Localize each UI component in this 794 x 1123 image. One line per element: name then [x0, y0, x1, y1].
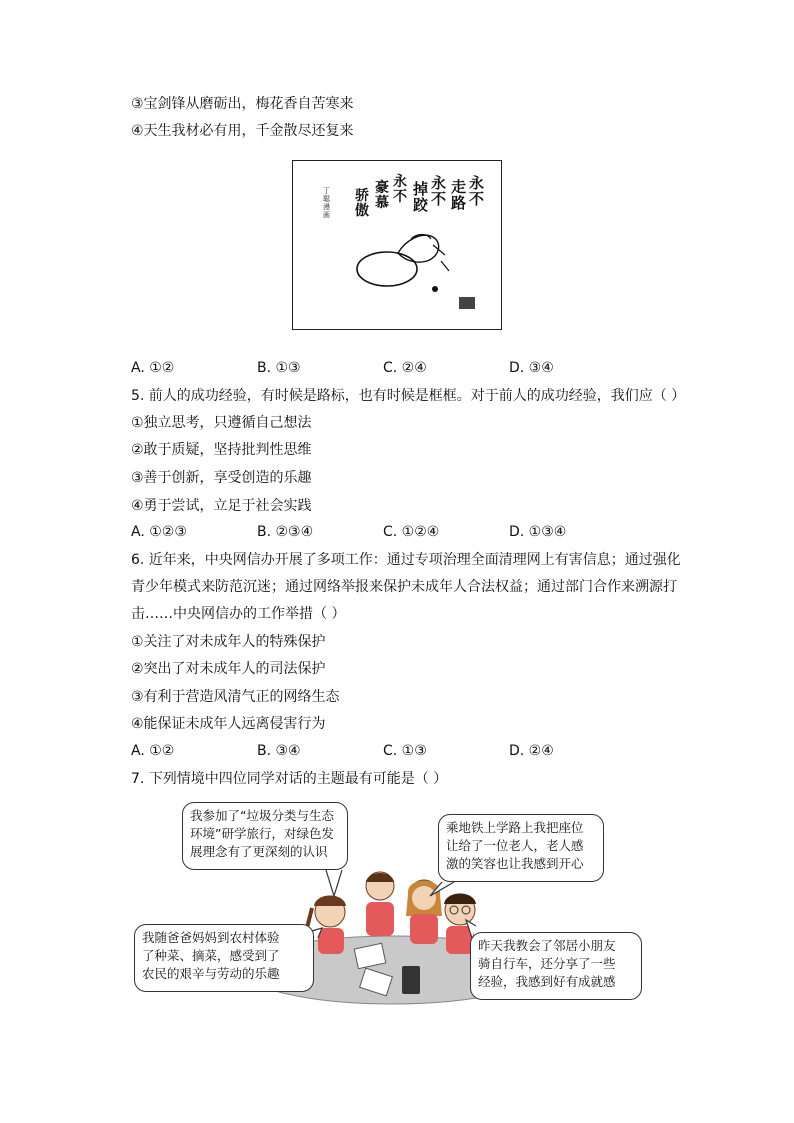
bubble-line: 展理念有了更深刻的认识 [190, 844, 328, 859]
calligraphy-col-7: 骄傲 [355, 188, 369, 219]
q5-option-c[interactable]: C. ①②④ [383, 524, 440, 540]
q6-item-4: ④能保证未成年人远离侵害行为 [131, 716, 326, 732]
calligraphy-col-3: 永不 [431, 174, 447, 208]
calligraphy-col-6: 豪慕 [375, 180, 389, 211]
q5-item-1: ①独立思考，只遵循自己想法 [131, 415, 312, 431]
q4-option-d[interactable]: D. ③④ [509, 360, 554, 376]
calligraphy-col-5: 永不 [393, 174, 407, 205]
q4-option-b[interactable]: B. ①③ [257, 360, 301, 376]
students-dialogue-illustration [130, 800, 642, 1010]
bubble-line: 让给了一位老人，老人感 [446, 838, 584, 853]
seal-stamp [459, 297, 475, 309]
q6-item-3: ③有利于营造风清气正的网络生态 [131, 689, 340, 705]
student-center-boy [366, 872, 394, 936]
q6-option-d[interactable]: D. ②④ [509, 743, 554, 759]
q6-stem-line-2: 青少年模式来防范沉迷；通过网络举报来保护未成年人合法权益；通过部门合作来溯源打 [131, 579, 677, 595]
q6-option-c[interactable]: C. ①③ [383, 743, 427, 759]
q4-options [131, 358, 651, 378]
book-item [402, 966, 420, 994]
small-mark [432, 286, 438, 292]
rope-lines [433, 245, 449, 271]
q5-stem: 5. 前人的成功经验，有时候是路标，也有时候是框框。对于前人的成功经验，我们应（ ） [131, 388, 686, 404]
q4-option-a[interactable]: A. ①② [131, 360, 175, 376]
calligraphy-col-4: 掉跤 [413, 180, 429, 214]
calligraphy-cartoon-image [292, 160, 502, 330]
bubble-tail-top-left [326, 870, 342, 896]
q6-item-1: ①关注了对未成年人的特殊保护 [131, 634, 326, 650]
q4-item-4: ④天生我材必有用，千金散尽还复来 [131, 123, 354, 139]
q5-options [131, 522, 651, 542]
q5-item-2: ②敢于质疑，坚持批判性思维 [131, 442, 312, 458]
q5-item-4: ④勇于尝试，立足于社会实践 [131, 498, 312, 514]
q5-item-3: ③善于创新，享受创造的乐趣 [131, 470, 312, 486]
speech-bubble-top-left [182, 802, 348, 870]
speech-bubble-bottom-left [134, 924, 314, 992]
q5-option-a[interactable]: A. ①②③ [131, 524, 187, 540]
bubble-line: 激的笑容也让我感到开心 [446, 856, 584, 871]
bubble-line: 环境”研学旅行，对绿色发 [190, 826, 334, 841]
cartoon-drawing [293, 161, 503, 331]
bubble-line: 我参加了“垃圾分类与生态 [190, 808, 334, 823]
bubble-line: 了种菜、摘菜，感受到了 [142, 948, 280, 963]
q4-option-c[interactable]: C. ②④ [383, 360, 427, 376]
speech-bubble-top-right [438, 814, 604, 882]
speech-bubble-bottom-right [470, 932, 642, 1000]
bubble-line: 农民的艰辛与劳动的乐趣 [142, 966, 280, 981]
q6-item-2: ②突出了对未成年人的司法保护 [131, 661, 326, 677]
q6-option-a[interactable]: A. ①② [131, 743, 175, 759]
q5-option-b[interactable]: B. ②③④ [257, 524, 314, 540]
q6-option-b[interactable]: B. ③④ [257, 743, 301, 759]
q5-option-d[interactable]: D. ①③④ [509, 524, 567, 540]
q6-stem-line-3: 击……中央网信办的工作举措（ ） [131, 606, 346, 622]
calligraphy-col-1: 永不 [469, 174, 485, 208]
figure-body [398, 235, 439, 262]
bubble-line: 乘地铁上学路上我把座位 [446, 820, 584, 835]
calligraphy-signature: 丁聪漫画 [323, 187, 330, 219]
q4-item-3: ③宝剑锋从磨砺出，梅花香自苦寒来 [131, 96, 354, 112]
sack-shape [357, 252, 417, 286]
calligraphy-col-2: 走路 [451, 178, 467, 212]
q6-options [131, 741, 651, 761]
bubble-line: 我随爸爸妈妈到农村体验 [142, 930, 280, 945]
bubble-line: 骑自行车，还分享了一些 [478, 956, 616, 971]
bubble-line: 昨天我教会了邻居小朋友 [478, 938, 616, 953]
q7-stem: 7. 下列情境中四位同学对话的主题最有可能是（ ） [131, 771, 448, 787]
q6-stem-line-1: 6. 近年来，中央网信办开展了多项工作：通过专项治理全面清理网上有害信息；通过强化 [131, 552, 681, 568]
bubble-line: 经验，我感到好有成就感 [478, 974, 616, 989]
